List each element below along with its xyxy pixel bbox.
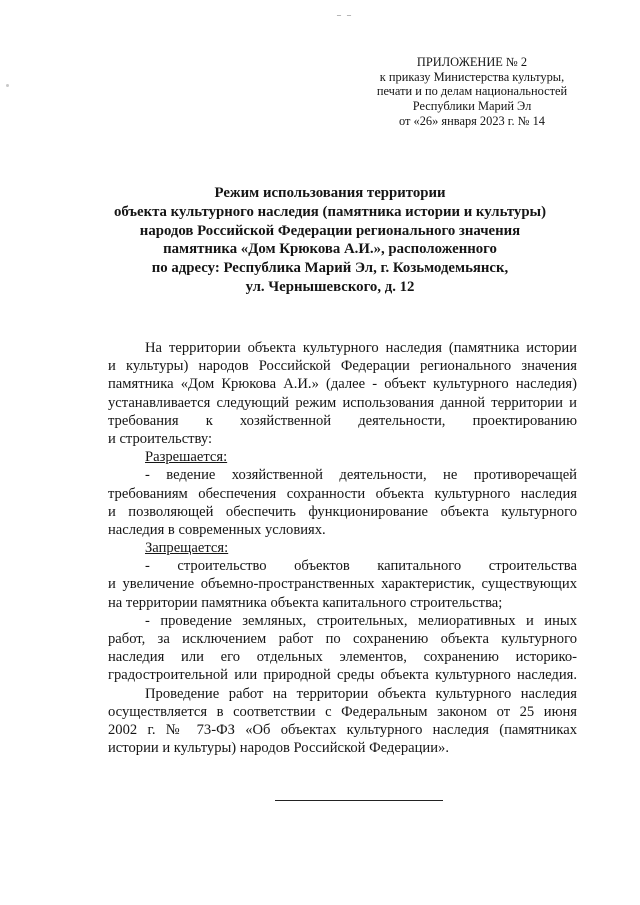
text-line: работ, за исключением работ по сохранению объекта культурного — [108, 631, 577, 647]
text-line: и позволяющей обеспечить функционирование объекта культурного — [108, 503, 577, 520]
text-line: устанавливается следующий режим использования данной территории и — [108, 394, 577, 411]
title-line: памятника «Дом Крюкова А.И.», расположенного — [163, 241, 497, 258]
text-line: на территории памятника объекта капитального строительства; — [108, 594, 503, 611]
text-line: истории и культуры) народов Российской Федерации». — [108, 740, 449, 757]
text-line: 2002 г. № 73-ФЗ «Об объектах культурного наследия (памятниках — [108, 721, 577, 738]
text-line: требования к хозяйственной деятельности, проектированию — [108, 412, 577, 429]
scan-speck — [6, 84, 9, 87]
appendix-order-ref: к приказу Министерства культуры, — [379, 69, 565, 84]
document-body — [108, 339, 577, 757]
appendix-number: ПРИЛОЖЕНИЕ № 2 — [416, 55, 528, 69]
text-line: На территории объекта культурного наследия (памятника истории — [145, 340, 577, 356]
forbidden-section — [108, 539, 577, 685]
appendix-block — [360, 55, 584, 129]
title-line: Режим использования территории — [214, 185, 446, 201]
text-line: и культуры) народов Российской Федерации регионального значения — [108, 358, 577, 375]
text-line: наследия или его отдельных элементов, сохранению историко- — [108, 649, 577, 666]
text-line: и строительству: — [108, 430, 213, 447]
text-line: памятника «Дом Крюкова А.И.» (далее - объект культурного наследия) — [108, 376, 577, 393]
title-line: по адресу: Республика Марий Эл, г. Козьмодемьянск, — [151, 260, 509, 277]
text-line: - ведение хозяйственной деятельности, не противоречащей — [145, 467, 577, 484]
text-line: градостроительной или природной среды объекта культурного наследия. — [108, 667, 577, 684]
document-title — [100, 184, 560, 297]
text-line: осуществляется в соответствии с Федеральным законом от 25 июня — [108, 703, 577, 720]
title-line: объекта культурного наследия (памятника истории и культуры) — [113, 203, 547, 220]
footer-rule — [275, 800, 443, 801]
intro-paragraph — [108, 339, 577, 448]
appendix-republic: Республики Марий Эл — [412, 99, 532, 114]
text-line: Проведение работ на территории объекта культурного наследия — [145, 685, 577, 702]
text-line: и увеличение объемно-пространственных характеристик, существующих — [108, 576, 577, 593]
text-line: - проведение земляных, строительных, мелиоративных и иных — [145, 612, 577, 629]
forbidden-heading: Запрещается: — [145, 540, 229, 557]
scan-mark: – – — [337, 10, 353, 19]
allowed-section — [108, 448, 577, 539]
appendix-ministry: печати и по делам национальностей — [376, 84, 568, 99]
text-line: требованиям обеспечения сохранности объекта культурного наследия — [108, 485, 577, 502]
appendix-date: от «26» января 2023 г. № 14 — [399, 113, 545, 128]
text-line: - строительство объектов капитального строительства — [145, 558, 577, 575]
title-line: ул. Чернышевского, д. 12 — [245, 278, 415, 295]
allowed-heading: Разрешается: — [145, 449, 228, 466]
closing-paragraph — [108, 685, 577, 758]
text-line: наследия в современных условиях. — [108, 521, 326, 538]
title-line: народов Российской Федерации регионального значения — [139, 222, 521, 239]
